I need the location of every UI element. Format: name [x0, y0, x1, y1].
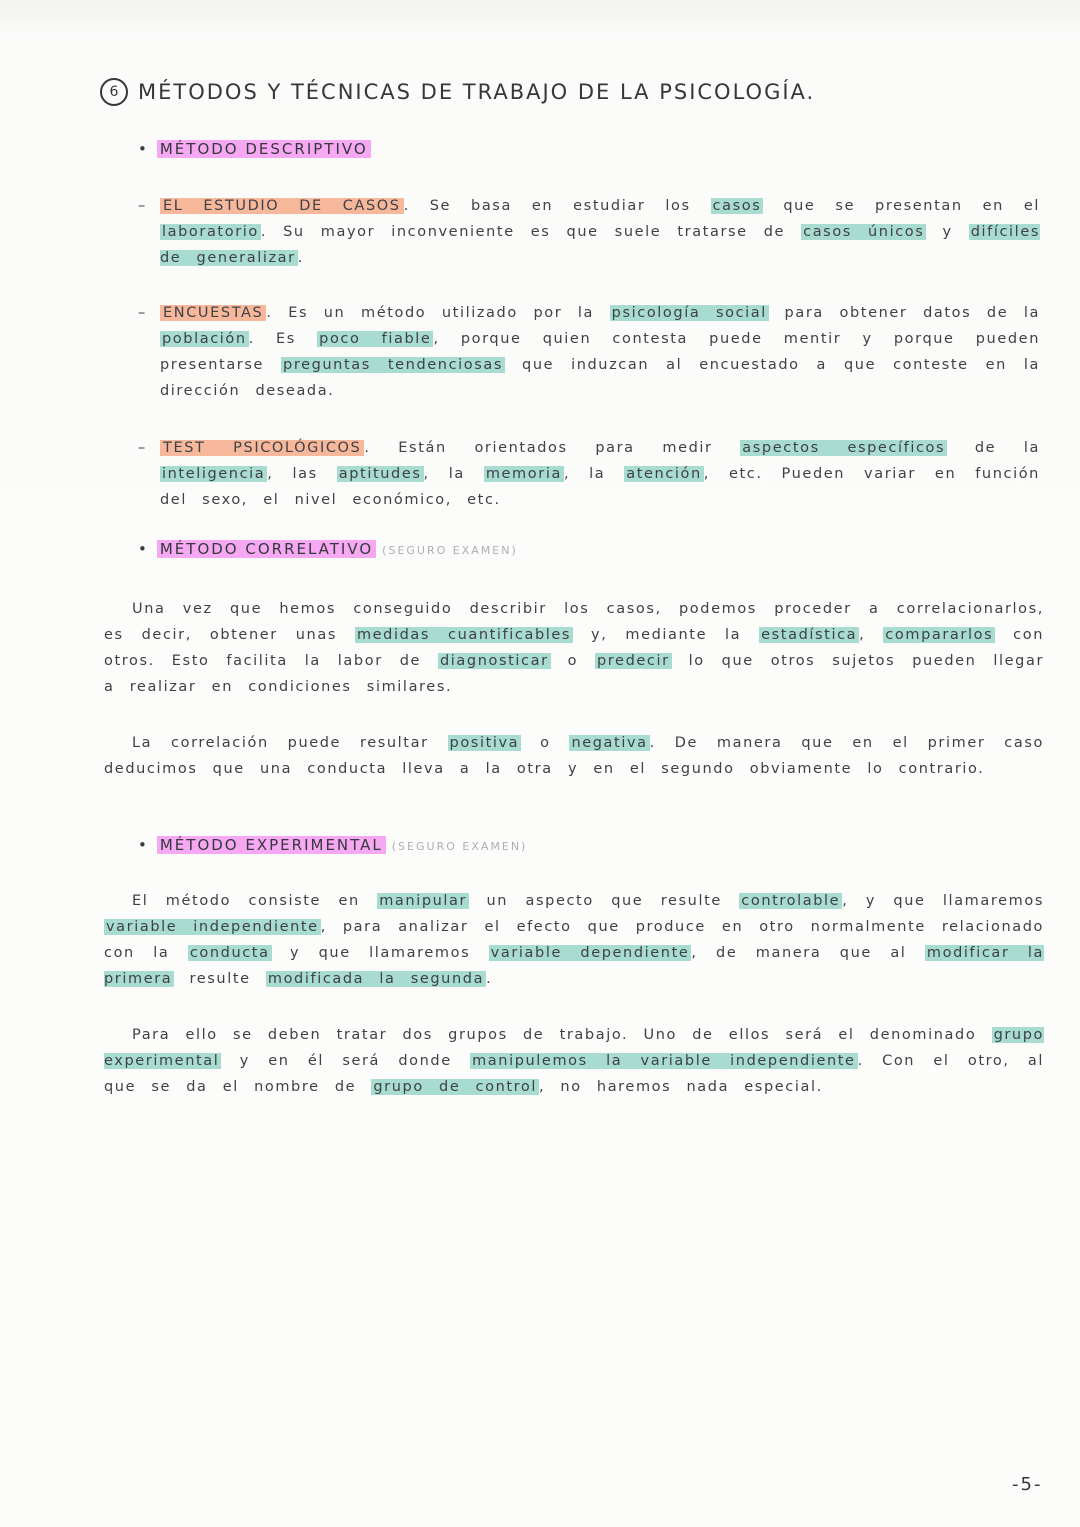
- item-label: EL ESTUDIO DE CASOS: [160, 198, 404, 214]
- page-title: [100, 78, 815, 106]
- correlativo-paragraph-1: Una vez que hemos conseguido describir los casos, podemos proceder a correlacionarlos, es decir, obtener unas medidas cuantificables y, mediante la estadística , compararlos con otros. Esto facilita la labor de diagnosticar o predecir lo que otros sujetos pueden llegar a realizar en condiciones similares.: [104, 601, 1045, 695]
- item-test-psicologicos: – TEST PSICOLÓGICOS . Están orientados para medir aspectos específicos de la inteligencia , las aptitudes , la memoria , la atención , etc. Pueden variar en función del sexo, el nivel económico, etc.: [138, 440, 1041, 508]
- experimental-paragraph-2: Para ello se deben tratar dos grupos de trabajo. Uno de ellos será el denominado grupo experimental y en él será donde manipulemos la variable independiente . Con el otro, al que se da el nombre de grupo de control , no haremos nada especial.: [104, 1027, 1044, 1095]
- heading-descriptivo: • MÉTODO DESCRIPTIVO: [138, 140, 371, 158]
- heading-correlativo: • MÉTODO CORRELATIVO (SEGURO EXAMEN): [138, 540, 518, 558]
- exam-note: (SEGURO EXAMEN): [382, 544, 518, 557]
- section-title: MÉTODOS Y TÉCNICAS DE TRABAJO DE LA PSICOLOGÍA.: [138, 80, 816, 104]
- correlativo-paragraph-2: La correlación puede resultar positiva o negativa . De manera que en el primer caso deducimos que una conducta lleva a la otra y en el segundo obviamente lo contrario.: [104, 735, 1044, 777]
- heading-descriptivo-label: MÉTODO DESCRIPTIVO: [157, 140, 371, 158]
- exam-note: (SEGURO EXAMEN): [391, 840, 528, 853]
- experimental-paragraph-1: El método consiste en manipular un aspecto que resulte controlable , y que llamaremos variable independiente , para analizar el efecto que produce en otro normalmente relacionado con la conducta y que llamaremos variable dependiente , de manera que al modificar la primera resulte modificada la segunda .: [104, 893, 1045, 987]
- heading-experimental: • MÉTODO EXPERIMENTAL (SEGURO EXAMEN): [138, 836, 528, 854]
- section-number: 6: [100, 78, 128, 106]
- heading-correlativo-label: MÉTODO CORRELATIVO: [157, 540, 376, 558]
- item-label: TEST PSICOLÓGICOS: [160, 440, 364, 456]
- heading-experimental-label: MÉTODO EXPERIMENTAL: [157, 836, 386, 854]
- item-label: ENCUESTAS: [160, 305, 266, 321]
- page-number: -5-: [1012, 1474, 1043, 1495]
- item-estudio-casos: – EL ESTUDIO DE CASOS . Se basa en estudiar los casos que se presentan en el laboratorio . Su mayor inconveniente es que suele tratarse de casos únicos y difíciles de generalizar .: [138, 198, 1040, 266]
- item-encuestas: – ENCUESTAS . Es un método utilizado por la psicología social para obtener datos de la población . Es poco fiable , porque quien contesta puede mentir y porque pueden presentarse preguntas tendenciosas que induzcan al encuestado a que conteste en la dirección deseada.: [138, 305, 1041, 399]
